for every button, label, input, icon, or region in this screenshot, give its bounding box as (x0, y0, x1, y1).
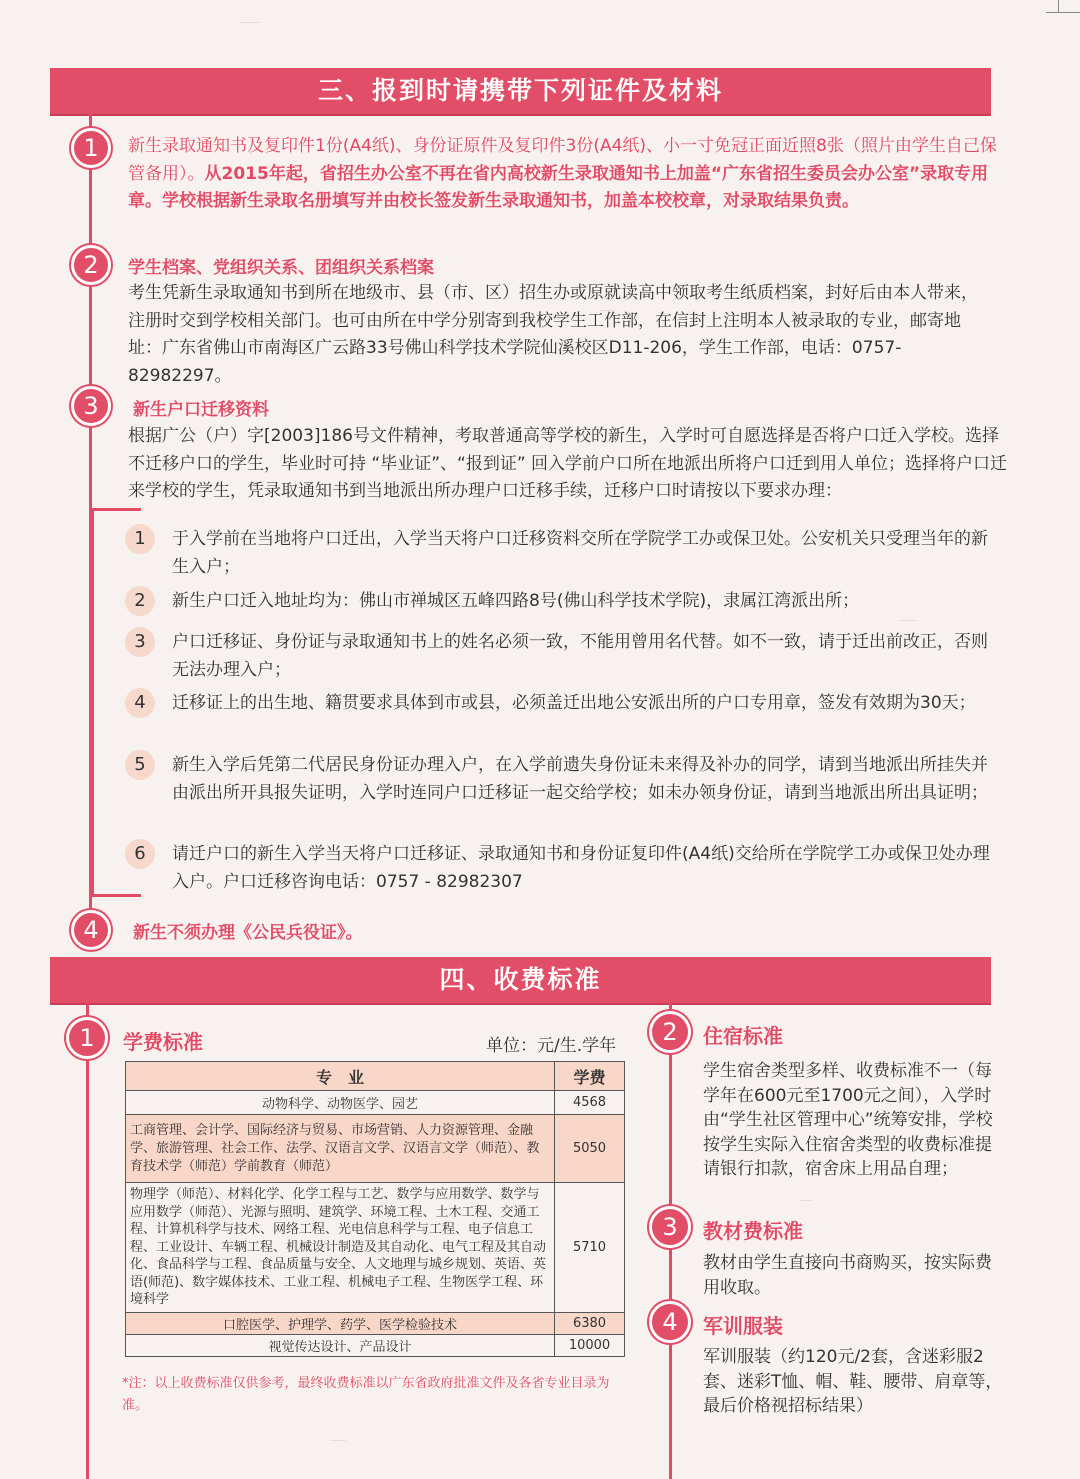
table-row-fee: 5050 (555, 1115, 625, 1183)
books-text: 教材由学生直接向书商购买，按实际费用收取。 (703, 1253, 992, 1298)
table-row-fee: 5710 (555, 1183, 625, 1313)
housing-heading: 住宿标准 (703, 1024, 783, 1048)
section3-banner (50, 68, 991, 114)
uniform-heading: 军训服装 (703, 1314, 783, 1338)
subitem-5: 新生入学后凭第二代居民身份证办理入户，在入学前遗失身份证未来得及补办的同学，请到当地派出所挂失并由派出所开具报失证明，入学时连同户口迁移证一起交给学校；如未办领身份证，请到当地派出所出具证明； (172, 755, 988, 803)
tuition-badge: 1 (66, 1017, 108, 1059)
item1-plain: 新生录取通知书及复印件1份(A4纸)、身份证原件及复印件3份(A4纸)、小一寸免冠正面近照8张（照片由学生自己保管备用）。 (128, 136, 997, 184)
uniform-text: 军训服装（约120元/2套，含迷彩服2套、迷彩T恤、帽、鞋、腰带、肩章等，最后价格视招标结果） (703, 1347, 1003, 1416)
housing-text: 学生宿舍类型多样、收费标准不一（每学年在600元至1700元之间），入学时由“学生社区管理中心”统筹安排，学校按学生实际入住宿舍类型的收费标准提请银行扣款，宿舍床上用品自理； (703, 1061, 993, 1179)
subitem-6: 请迁户口的新生入学当天将户口迁移证、录取通知书和身份证复印件(A4纸)交给所在学院学工办或保卫处办理入户。户口迁移咨询电话：0757 - 82982307 (172, 844, 990, 892)
table-row-major: 工商管理、会计学、国际经济与贸易、市场营销、人力资源管理、金融学、旅游管理、社会工作、法学、汉语言文学、汉语言文学（师范）、教育技术学（师范）学前教育（师范） (126, 1115, 555, 1183)
subitem-2: 新生户口迁入地址均为：佛山市禅城区五峰四路8号(佛山科学技术学院)，隶属江湾派出所； (172, 591, 860, 611)
fees-left-timeline (86, 1003, 89, 1479)
subitem-3: 户口迁移证、身份证与录取通知书上的姓名必须一致，不能用曾用名代替。如不一致，请于迁出前改正，否则无法办理入户； (172, 632, 988, 680)
table-row-major: 动物科学、动物医学、园艺 (126, 1091, 555, 1115)
badge-1: 1 (71, 128, 111, 168)
books-badge: 3 (649, 1206, 691, 1248)
table-row-fee: 10000 (555, 1335, 625, 1357)
table-row-fee: 4568 (555, 1091, 625, 1115)
item3-text: 根据广公（户）字[2003]186号文件精神，考取普通高等学校的新生，入学时可自愿选择是否将户口迁入学校。选择不迁移户口的学生，毕业时可持 “毕业证”、“报到证” 回入学前户口所在地派出所将户口迁到用人单位；选择将户口迁来学校的学生，凭录取通知书到当地派出所办理户口迁移手续，迁移户口时请按以下要求办理： (128, 426, 1008, 501)
subitem-num-1: 1 (125, 524, 155, 554)
uniform-badge: 4 (649, 1301, 691, 1343)
badge-4: 4 (71, 910, 111, 950)
subitem-num-2: 2 (125, 586, 155, 616)
table-row-major: 口腔医学、护理学、药学、医学检验技术 (126, 1313, 555, 1335)
item1-text (128, 133, 998, 216)
tuition-heading: 学费标准 (123, 1030, 203, 1054)
housing-badge: 2 (649, 1011, 691, 1053)
section3-title: 三、报到时请携带下列证件及材料 (317, 76, 723, 105)
table-row-major: 视觉传达设计、产品设计 (126, 1335, 555, 1357)
item3-heading: 新生户口迁移资料 (133, 400, 269, 420)
table-row-major: 物理学（师范）、材料化学、化学工程与工艺、数学与应用数学、数学与应用数学（师范）、光源与照明、建筑学、环境工程、土木工程、交通工程、计算机科学与技术、网络工程、光电信息科学与工程、电子信息工程、工业设计、车辆工程、机械设计制造及其自动化、电气工程及其自动化、食品科学与工程、食品质量与安全、人文地理与城乡规划、英语、英语(师范)、数字媒体技术、工业工程、机械电子工程、生物医学工程、环境科学 (126, 1183, 555, 1313)
subitem-num-3: 3 (125, 627, 155, 657)
section4-title: 四、收费标准 (439, 965, 602, 994)
badge-2: 2 (71, 245, 111, 285)
item1-bold: 从2015年起，省招生办公室不再在省内高校新生录取通知书上加盖“广东省招生委员会办公室”录取专用章。学校根据新生录取名册填写并由校长签发新生录取通知书，加盖本校校章，对录取结果负责。 (128, 163, 989, 211)
subitem-num-5: 5 (125, 750, 155, 780)
tuition-unit: 单位：元/生.学年 (486, 1036, 617, 1056)
table-row-fee: 6380 (555, 1313, 625, 1335)
tuition-note: *注：以上收费标准仅供参考，最终收费标准以广东省政府批准文件及各省专业目录为准。 (122, 1376, 610, 1413)
books-heading: 教材费标准 (703, 1219, 803, 1243)
col-fee: 学费 (555, 1062, 625, 1091)
subitem-1: 于入学前在当地将户口迁出，入学当天将户口迁移资料交所在学院学工办或保卫处。公安机关只受理当年的新生入户； (172, 529, 988, 577)
subitem-num-6: 6 (125, 839, 155, 869)
item4-heading: 新生不须办理《公民兵役证》。 (133, 923, 363, 943)
subitem-4: 迁移证上的出生地、籍贯要求具体到市或县，必须盖迁出地公安派出所的户口专用章，签发有效期为30天； (172, 693, 976, 713)
badge-3: 3 (71, 386, 111, 426)
tuition-table (125, 1061, 625, 1357)
section4-banner (50, 957, 991, 1003)
item2-text: 考生凭新生录取通知书到所在地级市、县（市、区）招生办或原就读高中领取考生纸质档案，封好后由本人带来，注册时交到学校相关部门。也可由所在中学分别寄到我校学生工作部，在信封上注明本人被录取的专业，邮寄地址：广东省佛山市南海区广云路33号佛山科学技术学院仙溪校区D11-206，学生工作部，电话：0757-82982297。 (128, 283, 978, 386)
subitem-num-4: 4 (125, 688, 155, 718)
item2-heading: 学生档案、党组织关系、团组织关系档案 (128, 258, 434, 278)
col-major: 专 业 (126, 1062, 555, 1091)
